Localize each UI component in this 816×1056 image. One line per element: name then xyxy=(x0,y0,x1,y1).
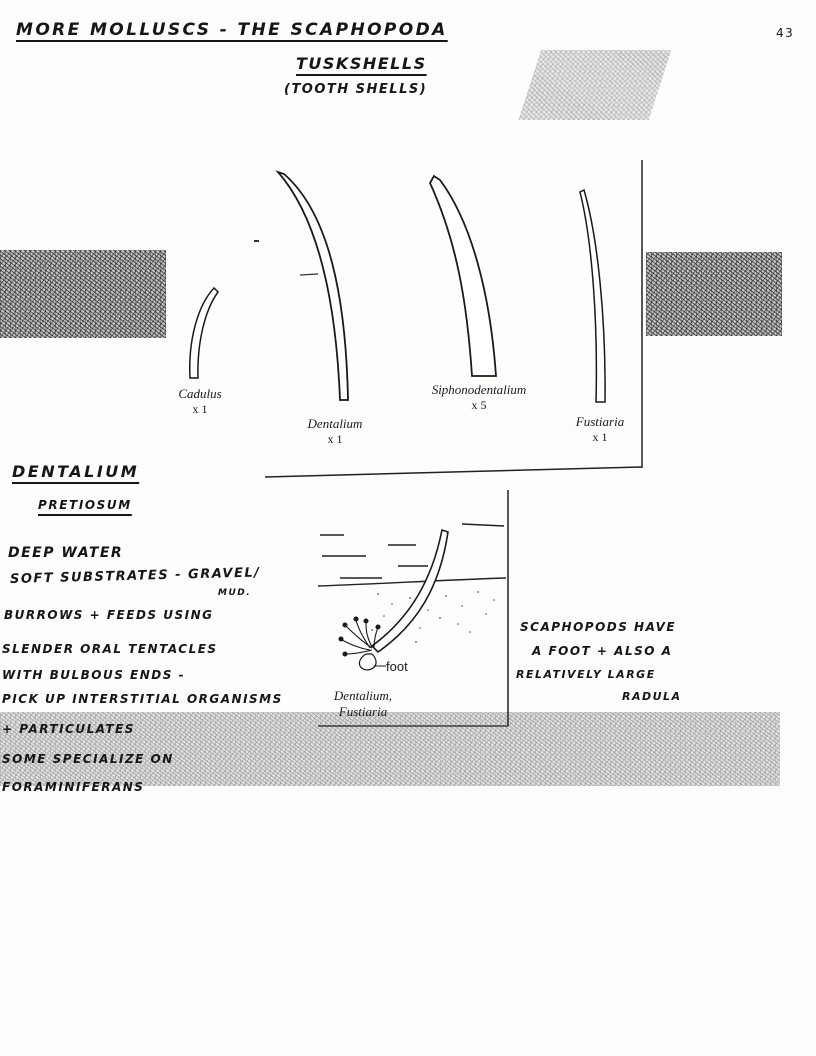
habitat-caption-line1: Dentalium, xyxy=(333,688,393,703)
dentalium-scale: x 1 xyxy=(327,432,343,446)
page-title: MORE MOLLUSCS - THE SCAPHOPODA xyxy=(16,20,448,40)
note-line: MUD. xyxy=(218,588,252,598)
fustiaria-scale: x 1 xyxy=(592,430,608,444)
foot-drawing xyxy=(359,654,376,670)
note-line: SOME SPECIALIZE ON xyxy=(2,752,174,766)
dentalium-label: Dentalium xyxy=(307,416,363,431)
buried-dentalium-drawing xyxy=(372,530,448,652)
captacula-drawing xyxy=(339,617,380,656)
notes-heading: DENTALIUM xyxy=(12,462,140,481)
fustiaria-label: Fustiaria xyxy=(575,414,625,429)
subtitle: TUSKSHELLS xyxy=(296,54,427,73)
side-note-line: SCAPHOPODS HAVE xyxy=(520,620,677,634)
subtitle-alt: (TOOTH SHELLS) xyxy=(284,82,428,97)
note-line: SLENDER ORAL TENTACLES xyxy=(2,642,218,656)
side-note-line: A FOOT + ALSO A xyxy=(532,644,673,658)
foot-label: foot xyxy=(386,659,408,674)
notes-subheading: PRETIOSUM xyxy=(38,498,132,512)
siphonodentalium-label: Siphonodentalium xyxy=(431,382,527,397)
side-note-line: RADULA xyxy=(622,690,682,703)
note-line: SOFT SUBSTRATES - GRAVEL/ xyxy=(9,565,261,587)
note-line: DEEP WATER xyxy=(8,545,124,561)
habitat-caption-line2: Fustiaria xyxy=(338,704,388,719)
note-line: PICK UP INTERSTITIAL ORGANISMS xyxy=(2,692,283,706)
cadulus-scale: x 1 xyxy=(192,402,208,416)
page-number: 43 xyxy=(776,26,795,40)
siphonodentalium-scale: x 5 xyxy=(471,398,487,412)
cadulus-label: Cadulus xyxy=(178,386,222,401)
note-line: BURROWS + FEEDS USING xyxy=(4,608,214,622)
side-note-line: RELATIVELY LARGE xyxy=(516,668,656,681)
note-line: WITH BULBOUS ENDS - xyxy=(2,668,186,682)
sediment-surface-line xyxy=(318,578,506,586)
note-line: FORAMINIFERANS xyxy=(2,780,145,794)
note-line: + PARTICULATES xyxy=(2,722,135,736)
